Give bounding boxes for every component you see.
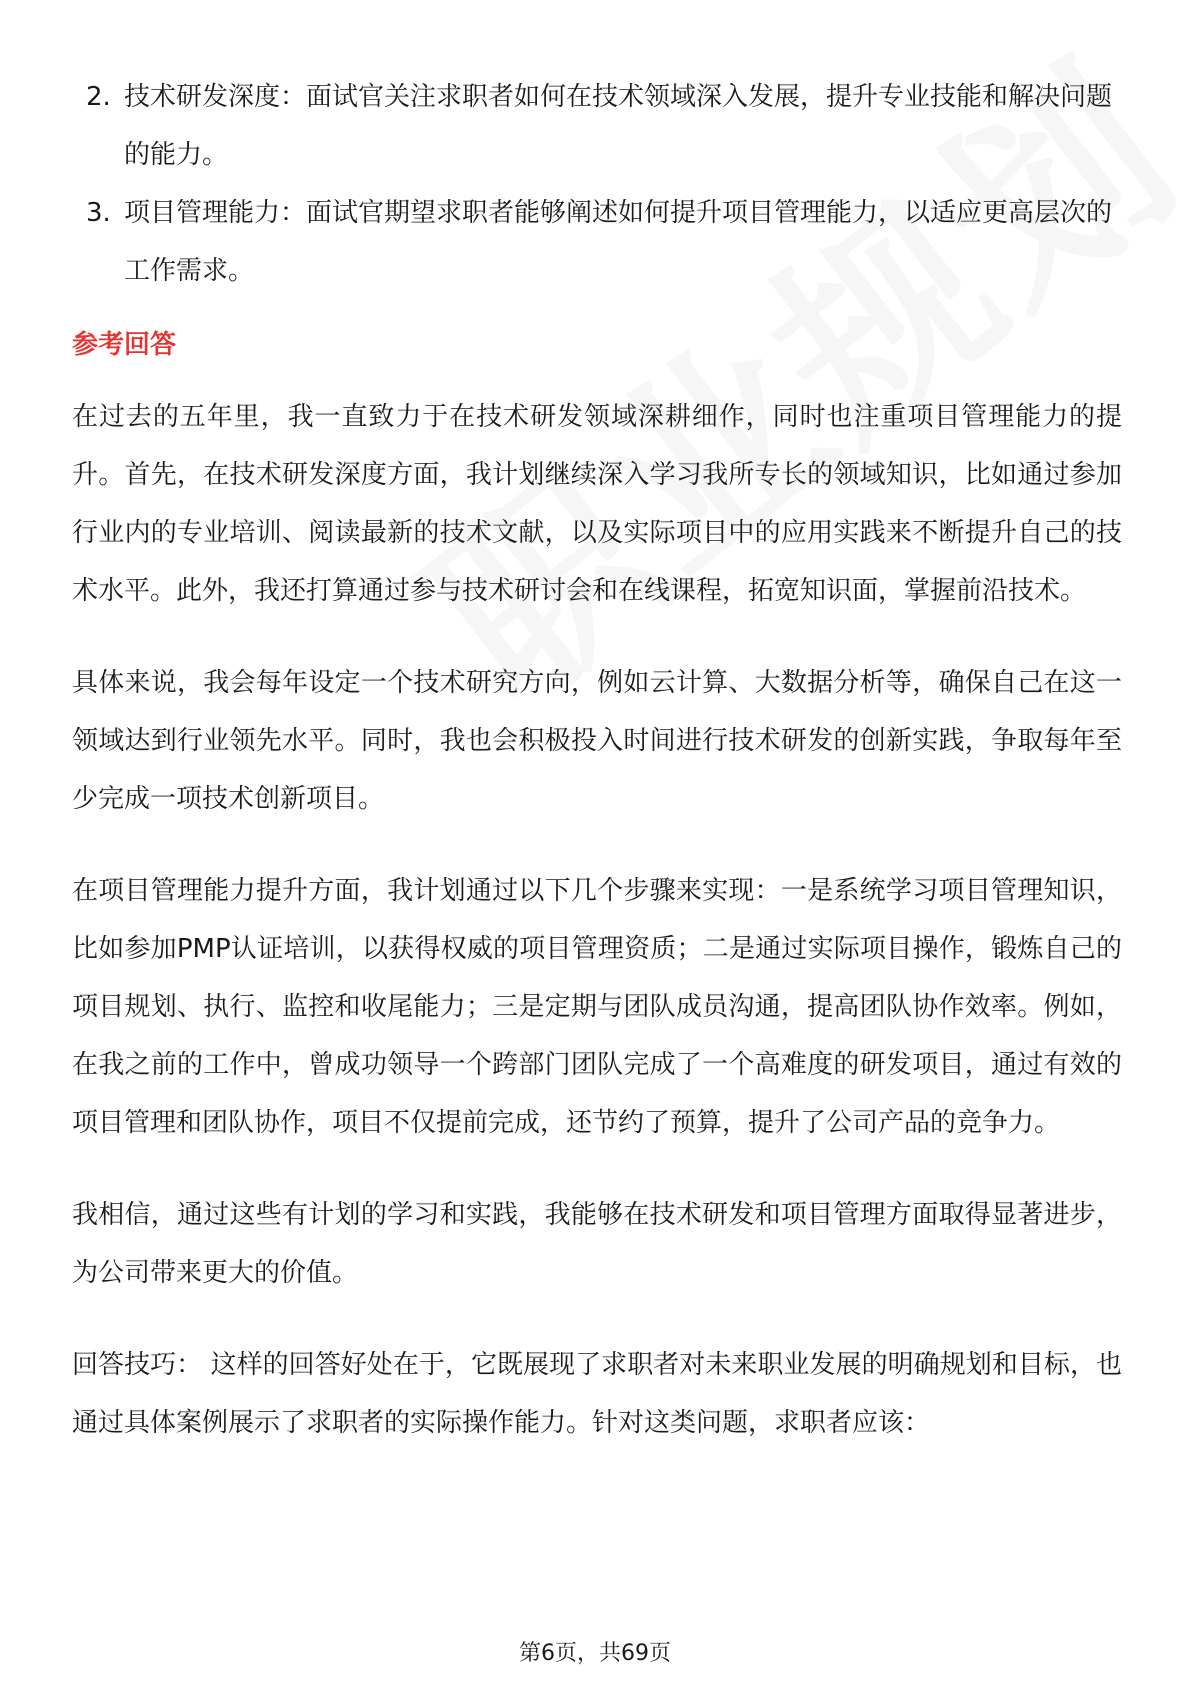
paragraph-intro: 在过去的五年里，我一直致力于在技术研发领域深耕细作，同时也注重项目管理能力的提升。首先，在技术研发深度方面，我计划继续深入学习我所专长的领域知识，比如通过参加行业内的专业培训、阅读最新的技术文献，以及实际项目中的应用实践来不断提升自己的技术水平。此外，我还打算通过参与技术研讨会和在线课程，拓宽知识面，掌握前沿技术。 [72,402,1122,606]
paragraph-specifics: 具体来说，我会每年设定一个技术研究方向，例如云计算、大数据分析等，确保自己在这一领域达到行业领先水平。同时，我也会积极投入时间进行技术研发的创新实践，争取每年至少完成一项技术创新项目。 [72,668,1122,814]
list-item-number: 3. [86,198,111,228]
section-heading-reference-answer: 参考回答 [72,330,177,360]
paragraph-project-management: 在项目管理能力提升方面，我计划通过以下几个步骤来实现：一是系统学习项目管理知识，比如参加PMP认证培训，以获得权威的项目管理资质；二是通过实际项目操作，锻炼自己的项目规划、执行、监控和收尾能力；三是定期与团队成员沟通，提高团队协作效率。例如，在我之前的工作中，曾成功领导一个跨部门团队完成了一个高难度的研发项目，通过有效的项目管理和团队协作，项目不仅提前完成，还节约了预算，提升了公司产品的竞争力。 [72,876,1122,1138]
paragraph-conclusion: 我相信，通过这些有计划的学习和实践，我能够在技术研发和项目管理方面取得显著进步，为公司带来更大的价值。 [72,1200,1122,1288]
list-item-number: 2. [86,82,111,112]
list-item [72,68,1122,184]
numbered-list [72,68,1122,300]
list-item-text: 技术研发深度：面试官关注求职者如何在技术领域深入发展，提升专业技能和解决问题的能力。 [124,82,1113,170]
paragraph-answer-tips: 回答技巧： 这样的回答好处在于，它既展现了求职者对未来职业发展的明确规划和目标，也通过具体案例展示了求职者的实际操作能力。针对这类问题，求职者应该： [72,1350,1122,1438]
page-content [72,68,1122,1452]
page-number-footer: 第6页，共69页 [519,1641,671,1666]
list-item [72,184,1122,300]
list-item-text: 项目管理能力：面试官期望求职者能够阐述如何提升项目管理能力，以适应更高层次的工作需求。 [124,198,1113,286]
